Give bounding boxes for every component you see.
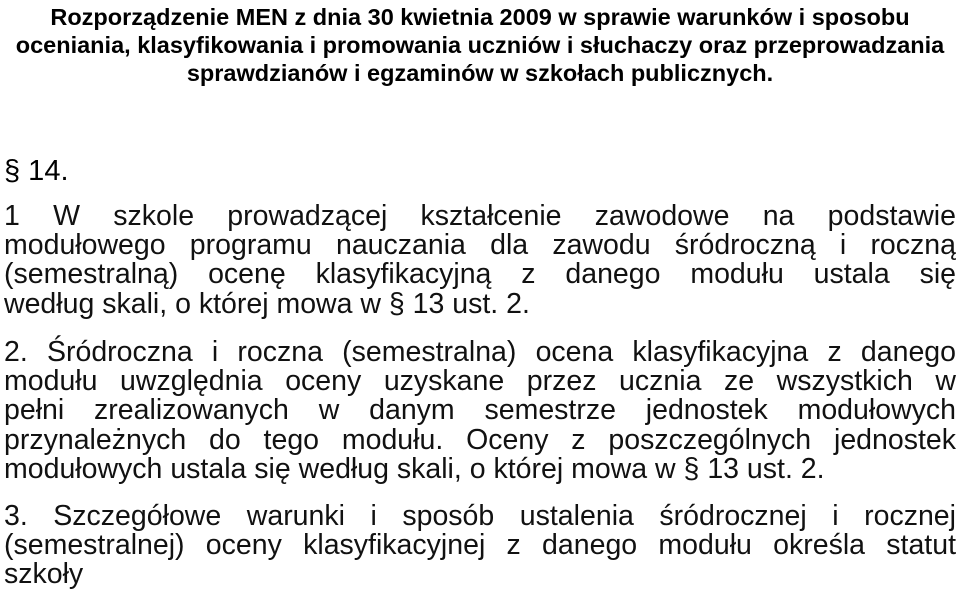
paragraph-3: [4, 502, 956, 590]
paragraph-line: modułowego programu nauczania dla zawodu śródroczną i roczną: [4, 229, 956, 262]
paragraph-2: [4, 338, 956, 484]
paragraph-line: (semestralnej) oceny klasyfikacyjnej z danego modułu określa statut: [4, 529, 956, 562]
paragraph-line: modułu uwzględnia oceny uzyskane przez ucznia ze wszystkich w: [4, 365, 956, 398]
document-title: [0, 3, 960, 87]
title-line: oceniania, klasyfikowania i promowania uczniów i słuchaczy oraz przeprowadzania: [15, 32, 945, 58]
paragraph-line: szkoły: [4, 558, 84, 591]
paragraph-line: według skali, o której mowa w § 13 ust. 2.: [4, 287, 530, 320]
paragraph-line: 1 W szkole prowadzącej kształcenie zawodowe na podstawie: [4, 200, 956, 232]
paragraph-line: 3. Szczegółowe warunki i sposób ustalenia śródrocznej i rocznej: [4, 500, 956, 532]
paragraph-line: 2. Śródroczna i roczna (semestralna) ocena klasyfikacyjna z danego: [4, 336, 956, 368]
paragraph-line: przynależnych do tego modułu. Oceny z poszczególnych jednostek: [4, 423, 956, 456]
paragraph-line: (semestralną) ocenę klasyfikacyjną z danego modułu ustala się: [4, 258, 956, 291]
title-line: Rozporządzenie MEN z dnia 30 kwietnia 2009 w sprawie warunków i sposobu: [50, 4, 910, 30]
title-line: sprawdzianów i egzaminów w szkołach publicznych.: [186, 60, 774, 86]
paragraph-line: modułowych ustala się według skali, o której mowa w § 13 ust. 2.: [4, 452, 825, 485]
paragraph-line: pełni zrealizowanych w danym semestrze jednostek modułowych: [4, 394, 956, 427]
paragraph-1: [4, 202, 956, 319]
section-number: § 14.: [4, 155, 69, 187]
